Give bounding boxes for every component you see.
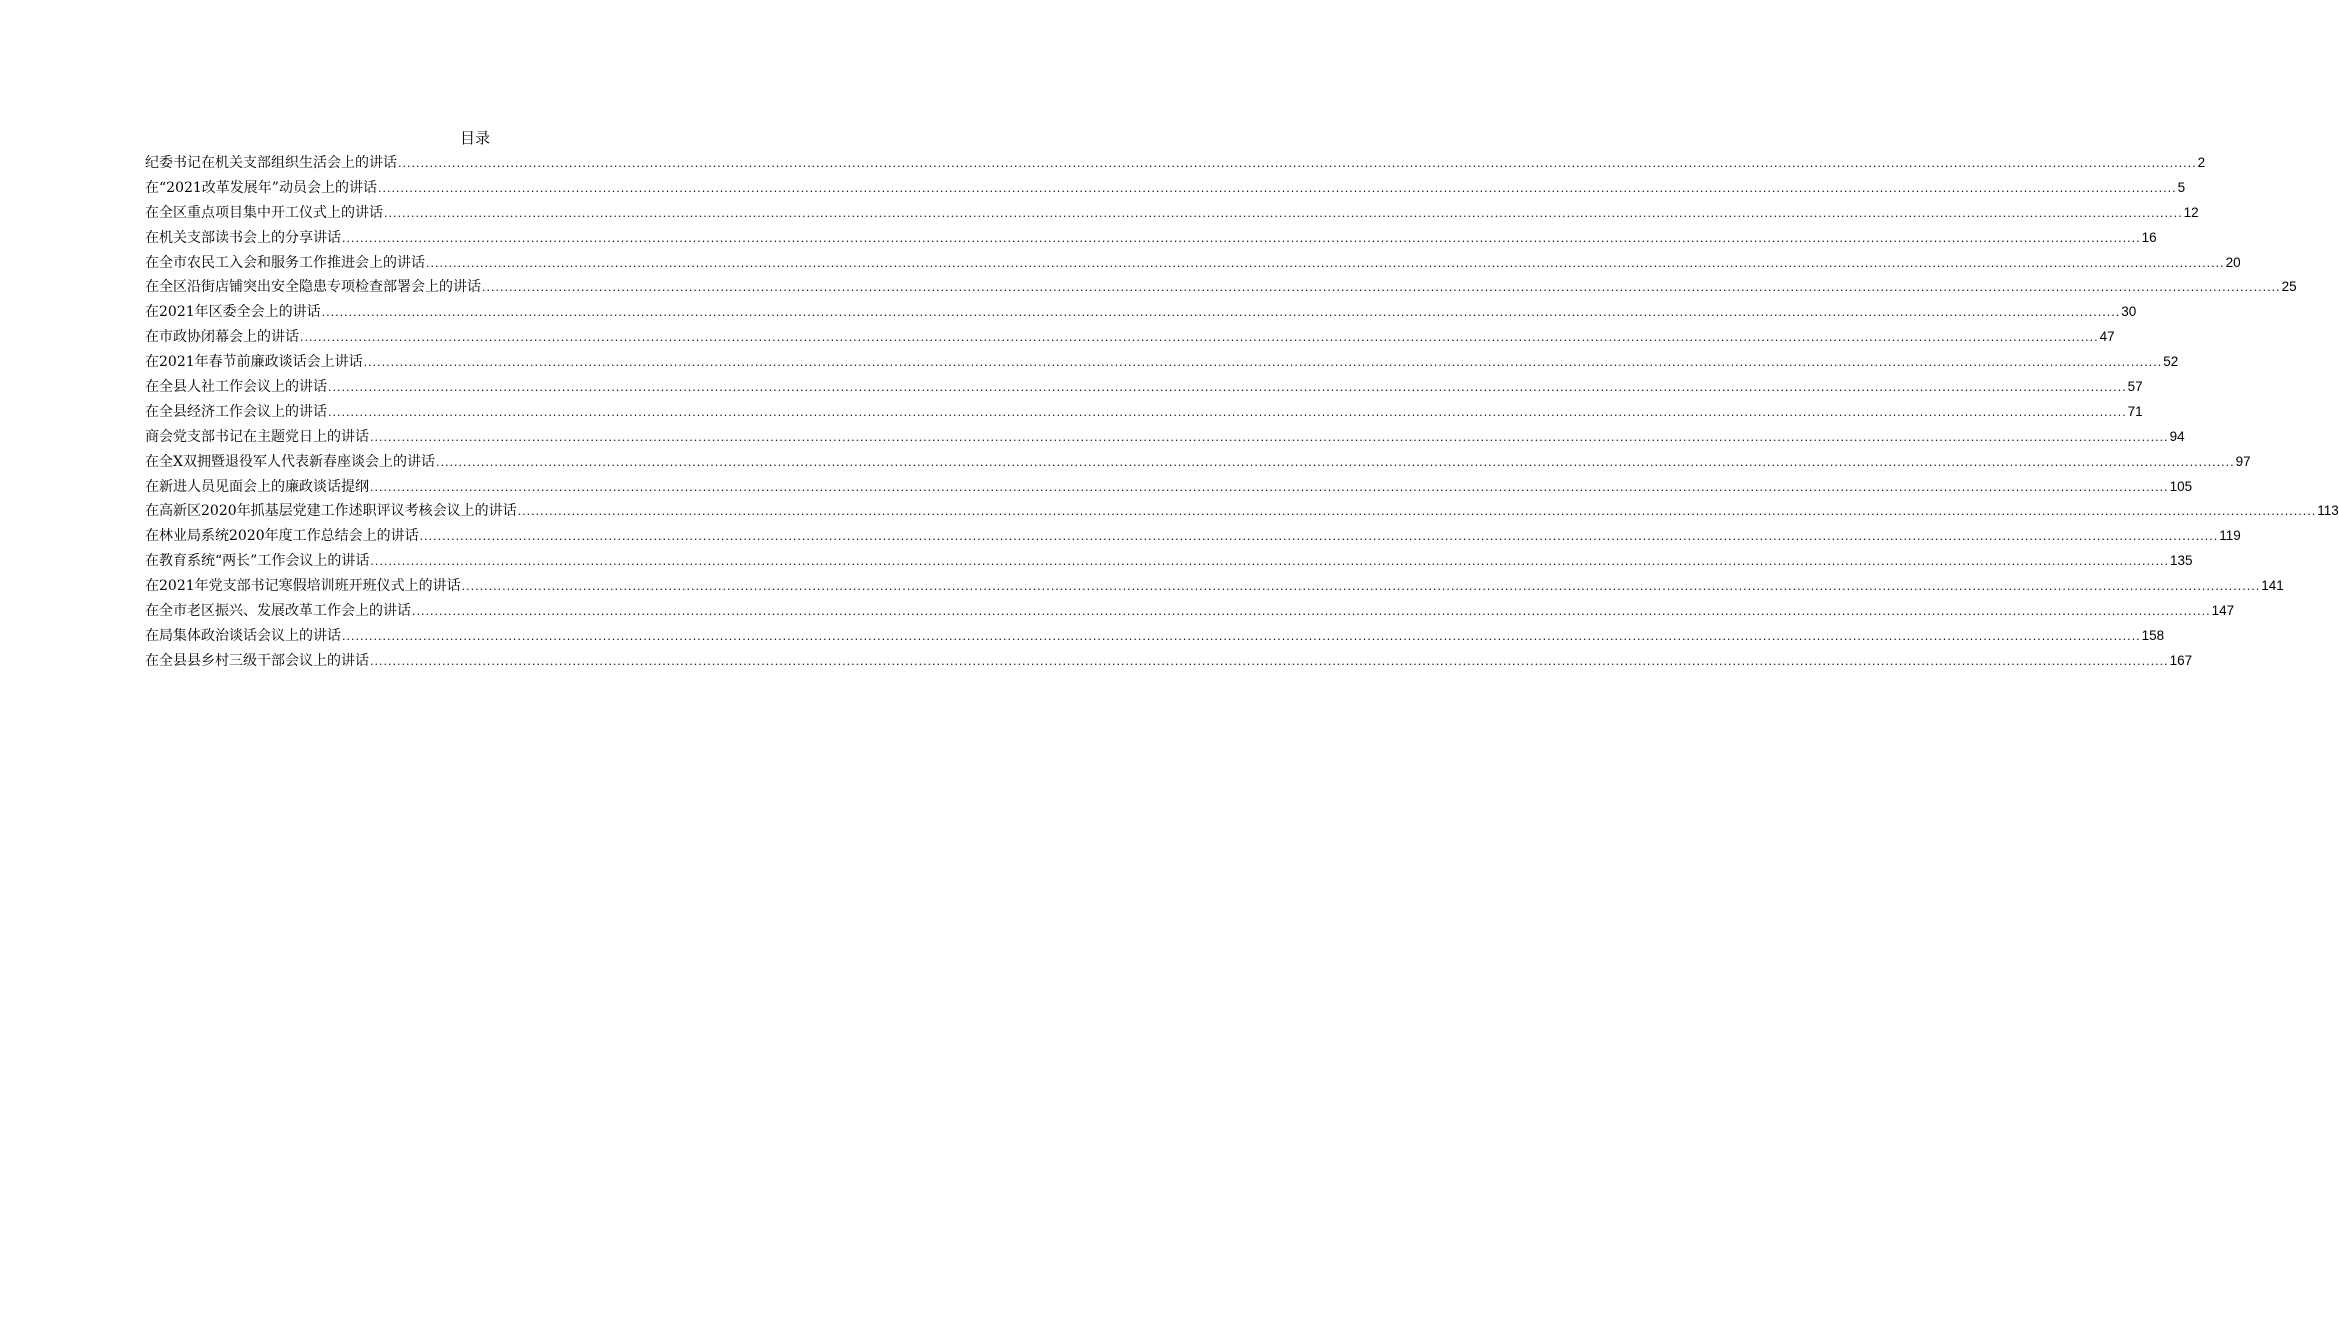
toc-entry[interactable] [145, 649, 2193, 674]
toc-entry-title[interactable]: 在新进人员见面会上的廉政谈话提纲 [145, 478, 369, 495]
toc-title: 目录 [459, 129, 490, 147]
toc-entry-page-number[interactable]: 47 [2099, 329, 2115, 345]
toc-dot-leader: ................................................................................................................................................................................................................................................................................................................................................................................................................ [342, 231, 2141, 245]
toc-entry[interactable] [145, 325, 2115, 350]
toc-dot-leader: ................................................................................................................................................................................................................................................................................................................................................................................................................ [412, 605, 2211, 619]
toc-dot-leader: ................................................................................................................................................................................................................................................................................................................................................................................................................ [370, 654, 2169, 668]
toc-dot-leader: ................................................................................................................................................................................................................................................................................................................................................................................................................ [461, 580, 2261, 594]
toc-entry[interactable] [145, 574, 2284, 599]
toc-entry-page-number[interactable]: 16 [2141, 229, 2157, 245]
toc-entry[interactable] [145, 226, 2157, 251]
toc-entry-title[interactable]: 在2021年春节前廉政谈话会上讲话 [145, 354, 363, 371]
toc-dot-leader: ................................................................................................................................................................................................................................................................................................................................................................................................................ [300, 331, 2099, 345]
toc-entry-page-number[interactable]: 5 [2177, 179, 2186, 195]
toc-entry[interactable] [145, 475, 2193, 500]
toc-entry-title[interactable]: 在高新区2020年抓基层党建工作述职评议考核会议上的讲话 [145, 503, 517, 520]
toc-entry[interactable] [145, 201, 2199, 226]
toc-dot-leader: ................................................................................................................................................................................................................................................................................................................................................................................................................ [482, 281, 2281, 295]
toc-entry-page-number[interactable]: 52 [2163, 354, 2179, 370]
toc-dot-leader: ................................................................................................................................................................................................................................................................................................................................................................................................................ [370, 430, 2169, 444]
toc-entry[interactable] [145, 400, 2143, 425]
toc-entry[interactable] [145, 524, 2241, 549]
toc-entry-page-number[interactable]: 30 [2121, 304, 2137, 320]
toc-entry-page-number[interactable]: 147 [2211, 603, 2235, 619]
toc-dot-leader: ................................................................................................................................................................................................................................................................................................................................................................................................................ [517, 505, 2317, 519]
toc-dot-leader: ................................................................................................................................................................................................................................................................................................................................................................................................................ [370, 555, 2169, 569]
toc-entry[interactable] [145, 151, 2206, 176]
toc-dot-leader: ................................................................................................................................................................................................................................................................................................................................................................................................................ [321, 306, 2121, 320]
table-of-contents [145, 151, 2339, 674]
toc-entry-page-number[interactable]: 105 [2169, 478, 2193, 494]
toc-dot-leader: ................................................................................................................................................................................................................................................................................................................................................................................................................ [426, 256, 2225, 270]
toc-dot-leader: ................................................................................................................................................................................................................................................................................................................................................................................................................ [342, 629, 2141, 643]
toc-dot-leader: ................................................................................................................................................................................................................................................................................................................................................................................................................ [370, 480, 2169, 494]
toc-entry-title[interactable]: 在2021年区委全会上的讲话 [145, 304, 321, 321]
toc-entry-title[interactable]: 商会党支部书记在主题党日上的讲话 [145, 428, 369, 445]
toc-entry-title[interactable]: 在市政协闭幕会上的讲话 [145, 329, 299, 346]
toc-entry[interactable] [145, 499, 2339, 524]
toc-dot-leader: ................................................................................................................................................................................................................................................................................................................................................................................................................ [435, 455, 2235, 469]
toc-entry-title[interactable]: 在机关支部读书会上的分享讲话 [145, 229, 341, 246]
toc-entry-title[interactable]: 在全县人社工作会议上的讲话 [145, 379, 327, 396]
toc-dot-leader: ................................................................................................................................................................................................................................................................................................................................................................................................................ [377, 181, 2177, 195]
toc-entry-page-number[interactable]: 97 [2235, 453, 2251, 469]
toc-entry-page-number[interactable]: 12 [2183, 204, 2199, 220]
toc-dot-leader: ................................................................................................................................................................................................................................................................................................................................................................................................................ [398, 157, 2197, 170]
toc-entry-page-number[interactable]: 2 [2197, 155, 2206, 170]
toc-entry-title[interactable]: 在全市农民工入会和服务工作推进会上的讲话 [145, 254, 425, 271]
toc-entry-title[interactable]: 在局集体政治谈话会议上的讲话 [145, 627, 341, 644]
toc-dot-leader: ................................................................................................................................................................................................................................................................................................................................................................................................................ [419, 530, 2219, 544]
toc-entry-page-number[interactable]: 119 [2219, 528, 2241, 544]
toc-entry-title[interactable]: 在全县经济工作会议上的讲话 [145, 403, 327, 420]
toc-entry-page-number[interactable]: 135 [2169, 553, 2193, 569]
toc-entry-title[interactable]: 在教育系统“两长”工作会议上的讲话 [145, 553, 370, 570]
toc-entry[interactable] [145, 275, 2297, 300]
toc-dot-leader: ................................................................................................................................................................................................................................................................................................................................................................................................................ [363, 356, 2163, 370]
toc-entry[interactable] [145, 176, 2186, 201]
toc-dot-leader: ................................................................................................................................................................................................................................................................................................................................................................................................................ [328, 381, 2127, 395]
toc-dot-leader: ................................................................................................................................................................................................................................................................................................................................................................................................................ [384, 206, 2183, 220]
toc-dot-leader: ................................................................................................................................................................................................................................................................................................................................................................................................................ [328, 405, 2127, 419]
toc-entry-page-number[interactable]: 20 [2225, 254, 2241, 270]
toc-entry[interactable] [145, 450, 2251, 475]
toc-entry-title[interactable]: 在全区重点项目集中开工仪式上的讲话 [145, 204, 383, 221]
toc-entry-title[interactable]: 在林业局系统2020年度工作总结会上的讲话 [145, 528, 419, 545]
toc-entry-title[interactable]: 在全市老区振兴、发展改革工作会上的讲话 [145, 603, 411, 620]
toc-entry-title[interactable]: 在“2021改革发展年”动员会上的讲话 [145, 179, 377, 196]
toc-entry-page-number[interactable]: 71 [2127, 403, 2143, 419]
toc-entry-page-number[interactable]: 57 [2127, 379, 2143, 395]
toc-entry-title[interactable]: 在全区沿街店铺突出安全隐患专项检查部署会上的讲话 [145, 279, 481, 296]
toc-entry[interactable] [145, 549, 2193, 574]
toc-entry[interactable] [145, 375, 2143, 400]
toc-entry-page-number[interactable]: 158 [2141, 627, 2165, 643]
toc-entry-page-number[interactable]: 141 [2261, 578, 2284, 594]
toc-entry-page-number[interactable]: 25 [2281, 279, 2297, 295]
toc-entry-page-number[interactable]: 94 [2169, 428, 2185, 444]
toc-entry-title[interactable]: 在全X双拥暨退役军人代表新春座谈会上的讲话 [145, 453, 435, 470]
toc-entry[interactable] [145, 350, 2179, 375]
toc-entry-page-number[interactable]: 113 [2317, 503, 2339, 519]
toc-entry-page-number[interactable]: 167 [2169, 652, 2193, 668]
toc-entry-title[interactable]: 在2021年党支部书记寒假培训班开班仪式上的讲话 [145, 578, 461, 595]
toc-entry-title[interactable]: 在全县县乡村三级干部会议上的讲话 [145, 652, 369, 669]
toc-entry[interactable] [145, 599, 2235, 624]
toc-entry[interactable] [145, 624, 2165, 649]
toc-entry[interactable] [145, 300, 2137, 325]
toc-entry[interactable] [145, 251, 2241, 276]
toc-entry[interactable] [145, 425, 2185, 450]
toc-entry-title[interactable]: 纪委书记在机关支部组织生活会上的讲话 [145, 155, 397, 171]
